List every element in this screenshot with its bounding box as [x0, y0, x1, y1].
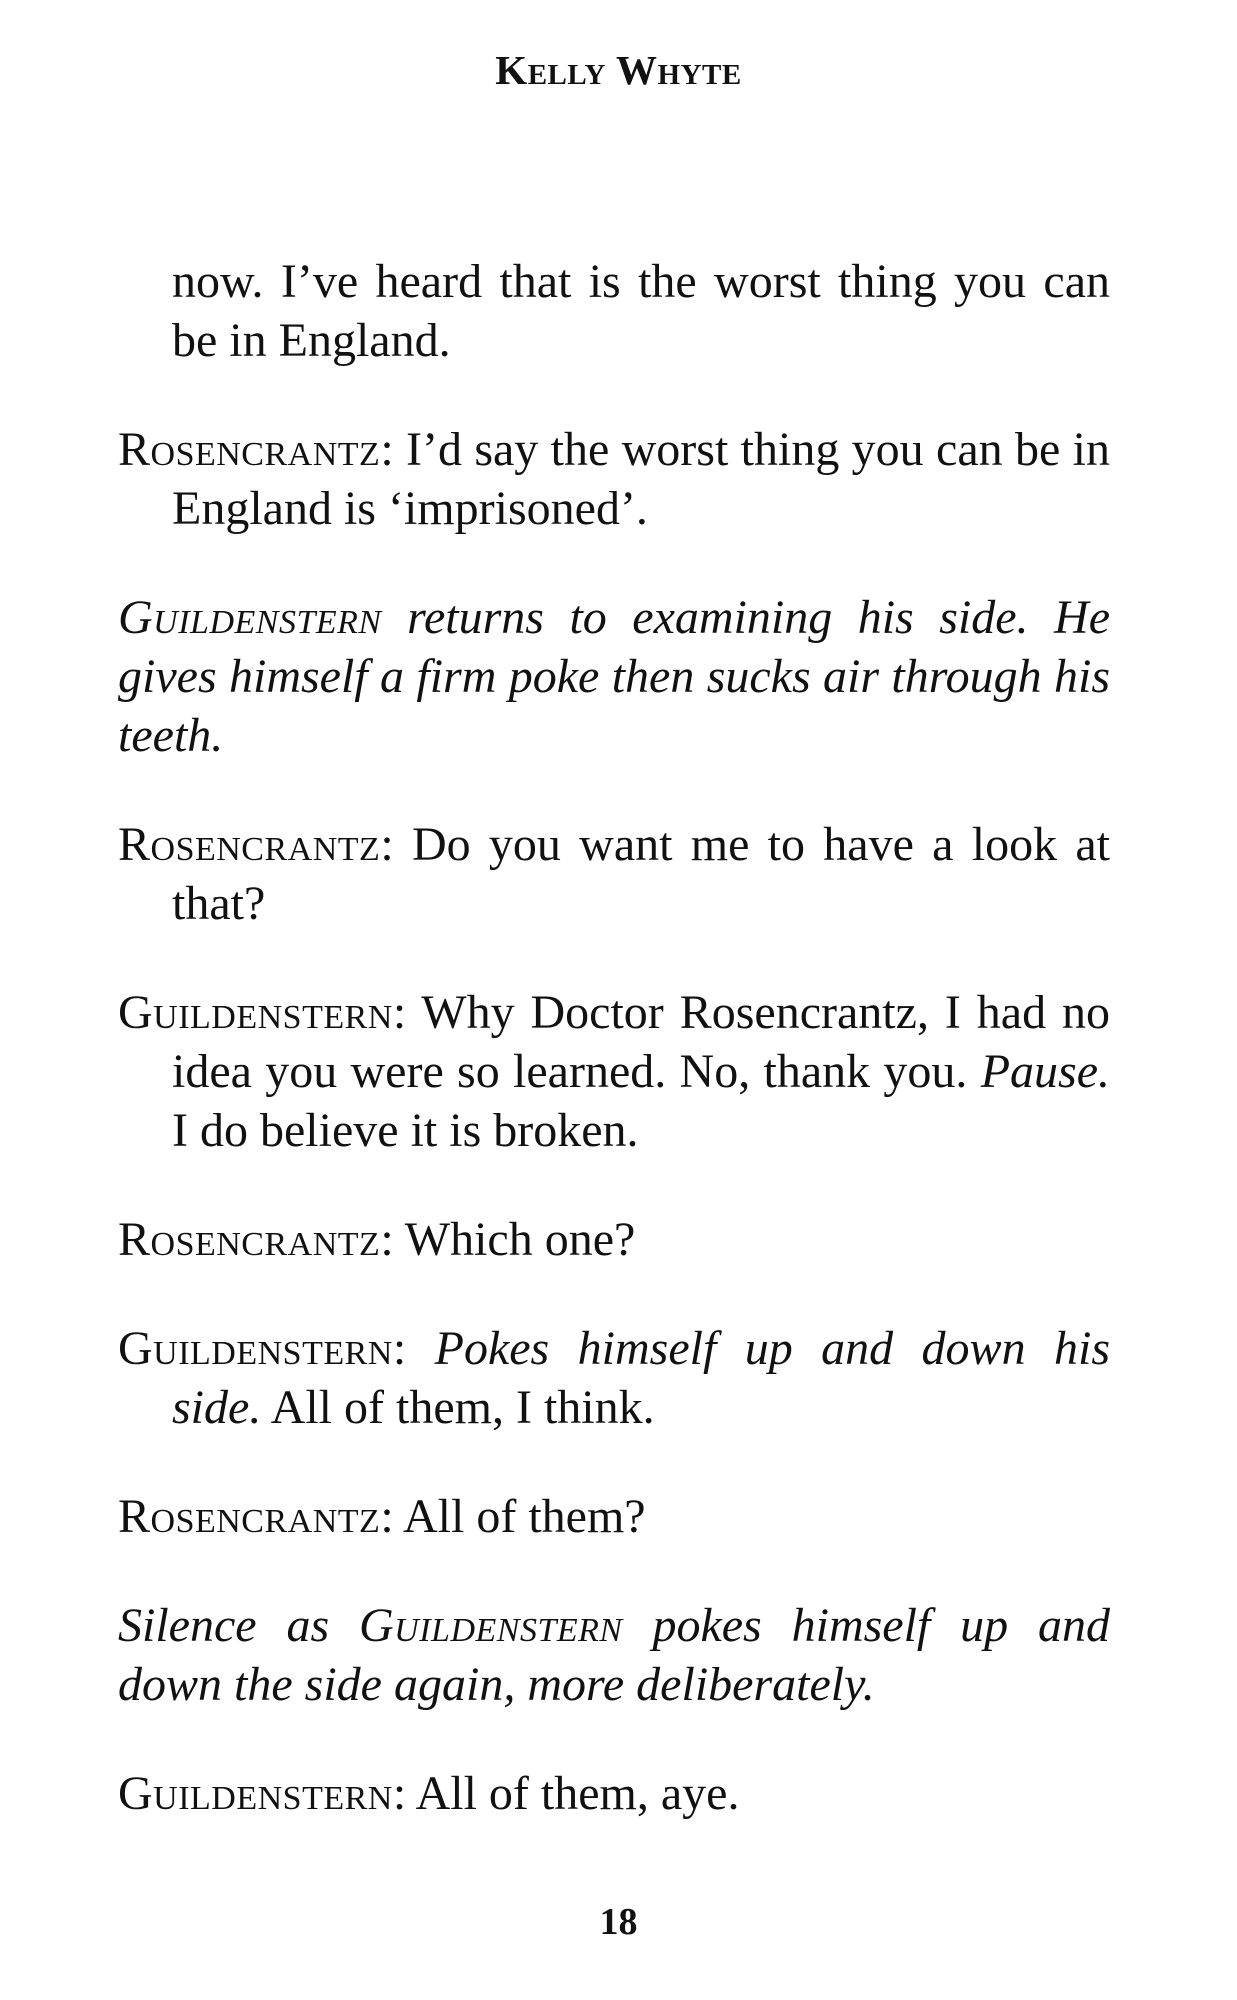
speaker-name: Guildenstern	[118, 1322, 393, 1375]
speaker-name: Guildenstern	[118, 986, 393, 1039]
stage-direction	[118, 588, 1110, 765]
inline-direction: Pokes himself up and down his side.	[172, 1322, 1110, 1434]
speaker-separator: :	[380, 1213, 405, 1266]
speaker-name: Rosencrantz	[118, 423, 381, 476]
dialogue-line	[118, 815, 1110, 933]
dialogue-text: I’d say the worst thing you can be in England is ‘imprisoned’.	[172, 423, 1110, 535]
stage-direction-text: pokes himself up and down the side again, more deliberately.	[118, 1599, 1110, 1711]
dialogue-text: Which one?	[404, 1213, 636, 1266]
dialogue-text: All of them, I think.	[261, 1381, 655, 1434]
speaker-name: Rosencrantz	[118, 818, 381, 871]
speaker-separator: :	[392, 1322, 435, 1375]
dialogue-line	[118, 1210, 1110, 1269]
stage-direction	[118, 1596, 1110, 1714]
character-name: Guildenstern	[118, 591, 382, 644]
stage-direction-text: Silence as	[118, 1599, 359, 1652]
character-name: Guildenstern	[359, 1599, 623, 1652]
inline-direction: Pause.	[980, 1045, 1110, 1098]
speaker-separator: :	[392, 1767, 416, 1820]
dialogue-text: Do you want me to have a look at that?	[172, 818, 1110, 930]
stage-direction-text: returns to examining his side. He gives himself a firm poke then sucks air through his teeth.	[118, 591, 1110, 762]
running-head: Kelly Whyte	[495, 47, 742, 93]
speaker-separator: :	[380, 1490, 403, 1543]
dialogue-line	[118, 1764, 1110, 1823]
dialogue-text: All of them?	[403, 1490, 646, 1543]
speaker-separator: :	[380, 818, 412, 871]
dialogue-continuation	[118, 252, 1110, 370]
dialogue-text: Why Doctor Rosencrantz, I had no idea you were so learned. No, thank you.	[172, 986, 1110, 1098]
dialogue-line	[118, 420, 1110, 538]
speaker-name: Guildenstern	[118, 1767, 393, 1820]
dialogue-line	[118, 983, 1110, 1160]
script-body	[118, 252, 1110, 1873]
page-number: 18	[599, 1901, 638, 1943]
dialogue-line	[118, 1487, 1110, 1546]
speaker-separator: :	[380, 423, 406, 476]
dialogue-text: now. I’ve heard that is the worst thing you can be in England.	[172, 255, 1110, 367]
dialogue-line	[118, 1319, 1110, 1437]
dialogue-text: I do believe it is broken.	[172, 1104, 639, 1157]
speaker-separator: :	[392, 986, 422, 1039]
dialogue-text: All of them, aye.	[415, 1767, 740, 1820]
speaker-name: Rosencrantz	[118, 1490, 381, 1543]
speaker-name: Rosencrantz	[118, 1213, 381, 1266]
